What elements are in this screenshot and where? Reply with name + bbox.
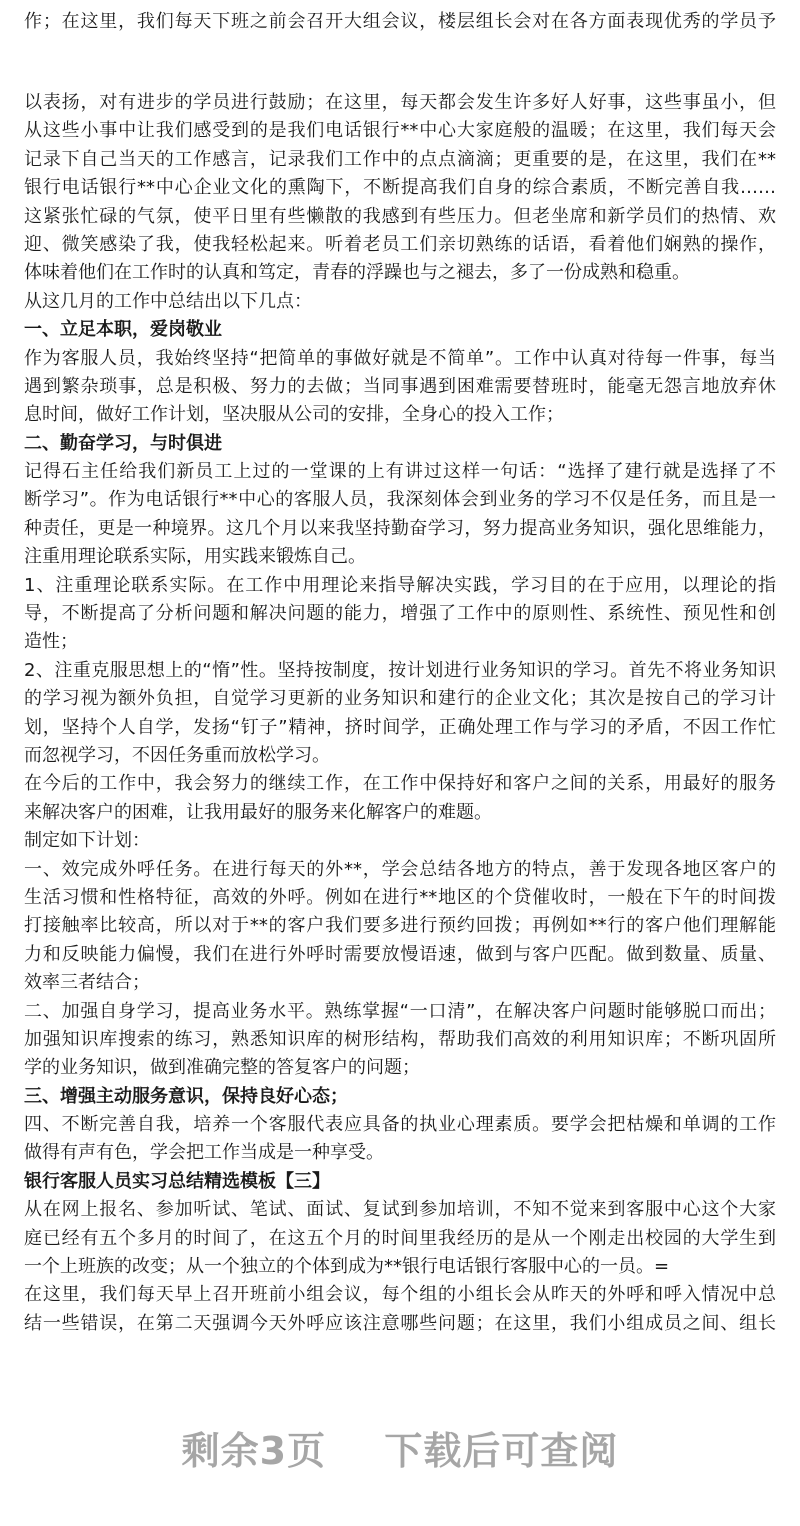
text-line: 1、注重理论联系实际。在工作中用理论来指导解决实践，学习目的在于应用，以理论的指 <box>24 574 776 596</box>
text-line: 生活习惯和性格特征，高效的外呼。例如在进行**地区的个贷催收时，一般在下午的时间拨 <box>24 886 776 908</box>
text-line: 造性； <box>24 631 78 653</box>
text-line: 一、效完成外呼任务。在进行每天的外**，学会总结各地方的特点，善于发现各地区客户的 <box>24 858 776 880</box>
section-heading: 二、勤奋学习，与时俱进 <box>24 432 222 454</box>
text-line: 结一些错误，在第二天强调今天外呼应该注意哪些问题；在这里，我们小组成员之间、组长 <box>24 1312 776 1334</box>
text-line: 断学习”。作为电话银行**中心的客服人员，我深刻体会到业务的学习不仅是任务，而且是一 <box>24 489 776 511</box>
text-line: 记录下自己当天的工作感言，记录我们工作中的点点滴滴；更重要的是，在这里，我们在** <box>24 148 776 170</box>
text-line: 而忽视学习，不因任务重而放松学习。 <box>24 744 330 766</box>
text-line: 作为客服人员，我始终坚持“把简单的事做好就是不简单”。工作中认真对待每一件事，每当 <box>24 347 776 369</box>
text-line: 力和反映能力偏慢，我们在进行外呼时需要放慢语速，做到与客户匹配。做到数量、质量、 <box>24 943 776 965</box>
text-line: 作；在这里，我们每天下班之前会召开大组会议，楼层组长会对在各方面表现优秀的学员予 <box>24 11 776 32</box>
text-line: 种责任，更是一种境界。这几个月以来我坚持勤奋学习，努力提高业务知识，强化思维能力， <box>24 517 776 539</box>
section-heading: 银行客服人员实习总结精选模板【三】 <box>24 1170 330 1192</box>
remaining-pages-label: 剩余3页 <box>181 1429 327 1473</box>
text-line: 注重用理论联系实际，用实践来锻炼自己。 <box>24 546 366 568</box>
text-line: 在这里，我们每天早上召开班前小组会议，每个组的小组长会从昨天的外呼和呼入情况中总 <box>24 1284 776 1306</box>
text-line: 2、注重克服思想上的“惰”性。坚持按制度，按计划进行业务知识的学习。首先不将业务知识 <box>24 659 776 681</box>
text-line: 迎、微笑感染了我，使我轻松起来。听着老员工们亲切熟练的话语，看着他们娴熟的操作， <box>24 233 776 255</box>
text-line: 制定如下计划： <box>24 830 150 852</box>
text-line: 体味着他们在工作时的认真和笃定，青春的浮躁也与之褪去，多了一份成熟和稳重。 <box>24 262 690 284</box>
text-line: 来解决客户的困难，让我用最好的服务来化解客户的难题。 <box>24 801 492 823</box>
text-line: 一个上班族的改变；从一个独立的个体到成为**银行电话银行客服中心的一员。= <box>24 1256 670 1278</box>
text-line: 在今后的工作中，我会努力的继续工作，在工作中保持好和客户之间的关系，用最好的服务 <box>24 773 776 795</box>
text-line: 做得有声有色，学会把工作当成是一种享受。 <box>24 1142 384 1164</box>
document-body <box>24 89 776 1338</box>
text-line: 效率三者结合； <box>24 972 150 994</box>
text-line: 银行电话银行**中心企业文化的熏陶下，不断提高我们自身的综合素质，不断完善自我…… <box>24 177 776 199</box>
text-line: 加强知识库搜索的练习，熟悉知识库的树形结构，帮助我们高效的利用知识库；不断巩固所 <box>24 1028 776 1050</box>
text-line: 庭已经有五个多月的时间了，在这五个月的时间里我经历的是从一个刚走出校园的大学生到 <box>24 1227 776 1249</box>
text-line: 从这几月的工作中总结出以下几点： <box>24 290 312 312</box>
text-line: 从这些小事中让我们感受到的是我们电话银行**中心大家庭般的温暖；在这里，我们每天会 <box>24 120 776 142</box>
section-heading: 三、增强主动服务意识，保持良好心态； <box>24 1085 348 1107</box>
document-top-fragment <box>24 8 776 36</box>
text-line: 四、不断完善自我，培养一个客服代表应具备的执业心理素质。要学会把枯燥和单调的工作 <box>24 1114 776 1136</box>
text-line: 以表扬，对有进步的学员进行鼓励；在这里，每天都会发生许多好人好事，这些事虽小，但 <box>24 92 776 113</box>
section-heading: 一、立足本职，爱岗敬业 <box>24 319 222 341</box>
text-line: 记得石主任给我们新员工上过的一堂课的上有讲过这样一句话：“选择了建行就是选择了不 <box>24 461 776 483</box>
text-line: 从在网上报名、参加听试、笔试、面试、复试到参加培训，不知不觉来到客服中心这个大家 <box>24 1199 776 1221</box>
text-line: 息时间，做好工作计划，坚决服从公司的安排，全身心的投入工作； <box>24 404 564 426</box>
text-line: 的学习视为额外负担，自觉学习更新的业务知识和建行的企业文化；其次是按自己的学习计 <box>24 688 776 710</box>
download-prompt-banner[interactable] <box>0 1420 800 1475</box>
text-line: 遇到繁杂琐事，总是积极、努力的去做；当同事遇到困难需要替班时，能毫无怨言地放弃休 <box>24 375 776 397</box>
text-line: 打接触率比较高，所以对于**的客户我们要多进行预约回拨；再例如**行的客户他们理解能 <box>24 915 776 937</box>
text-line: 学的业务知识，做到准确完整的答复客户的问题； <box>24 1057 420 1079</box>
text-line: 导，不断提高了分析问题和解决问题的能力，增强了工作中的原则性、系统性、预见性和创 <box>24 603 776 625</box>
download-to-view-label[interactable]: 下载后可查阅 <box>384 1429 619 1473</box>
text-line: 二、加强自身学习，提高业务水平。熟练掌握“一口清”，在解决客户问题时能够脱口而出； <box>24 1000 776 1022</box>
text-line: 划，坚持个人自学，发扬“钉子”精神，挤时间学，正确处理工作与学习的矛盾，不因工作忙 <box>24 716 776 738</box>
text-line: 这紧张忙碌的气氛，使平日里有些懒散的我感到有些压力。但老坐席和新学员们的热情、欢 <box>24 205 776 227</box>
